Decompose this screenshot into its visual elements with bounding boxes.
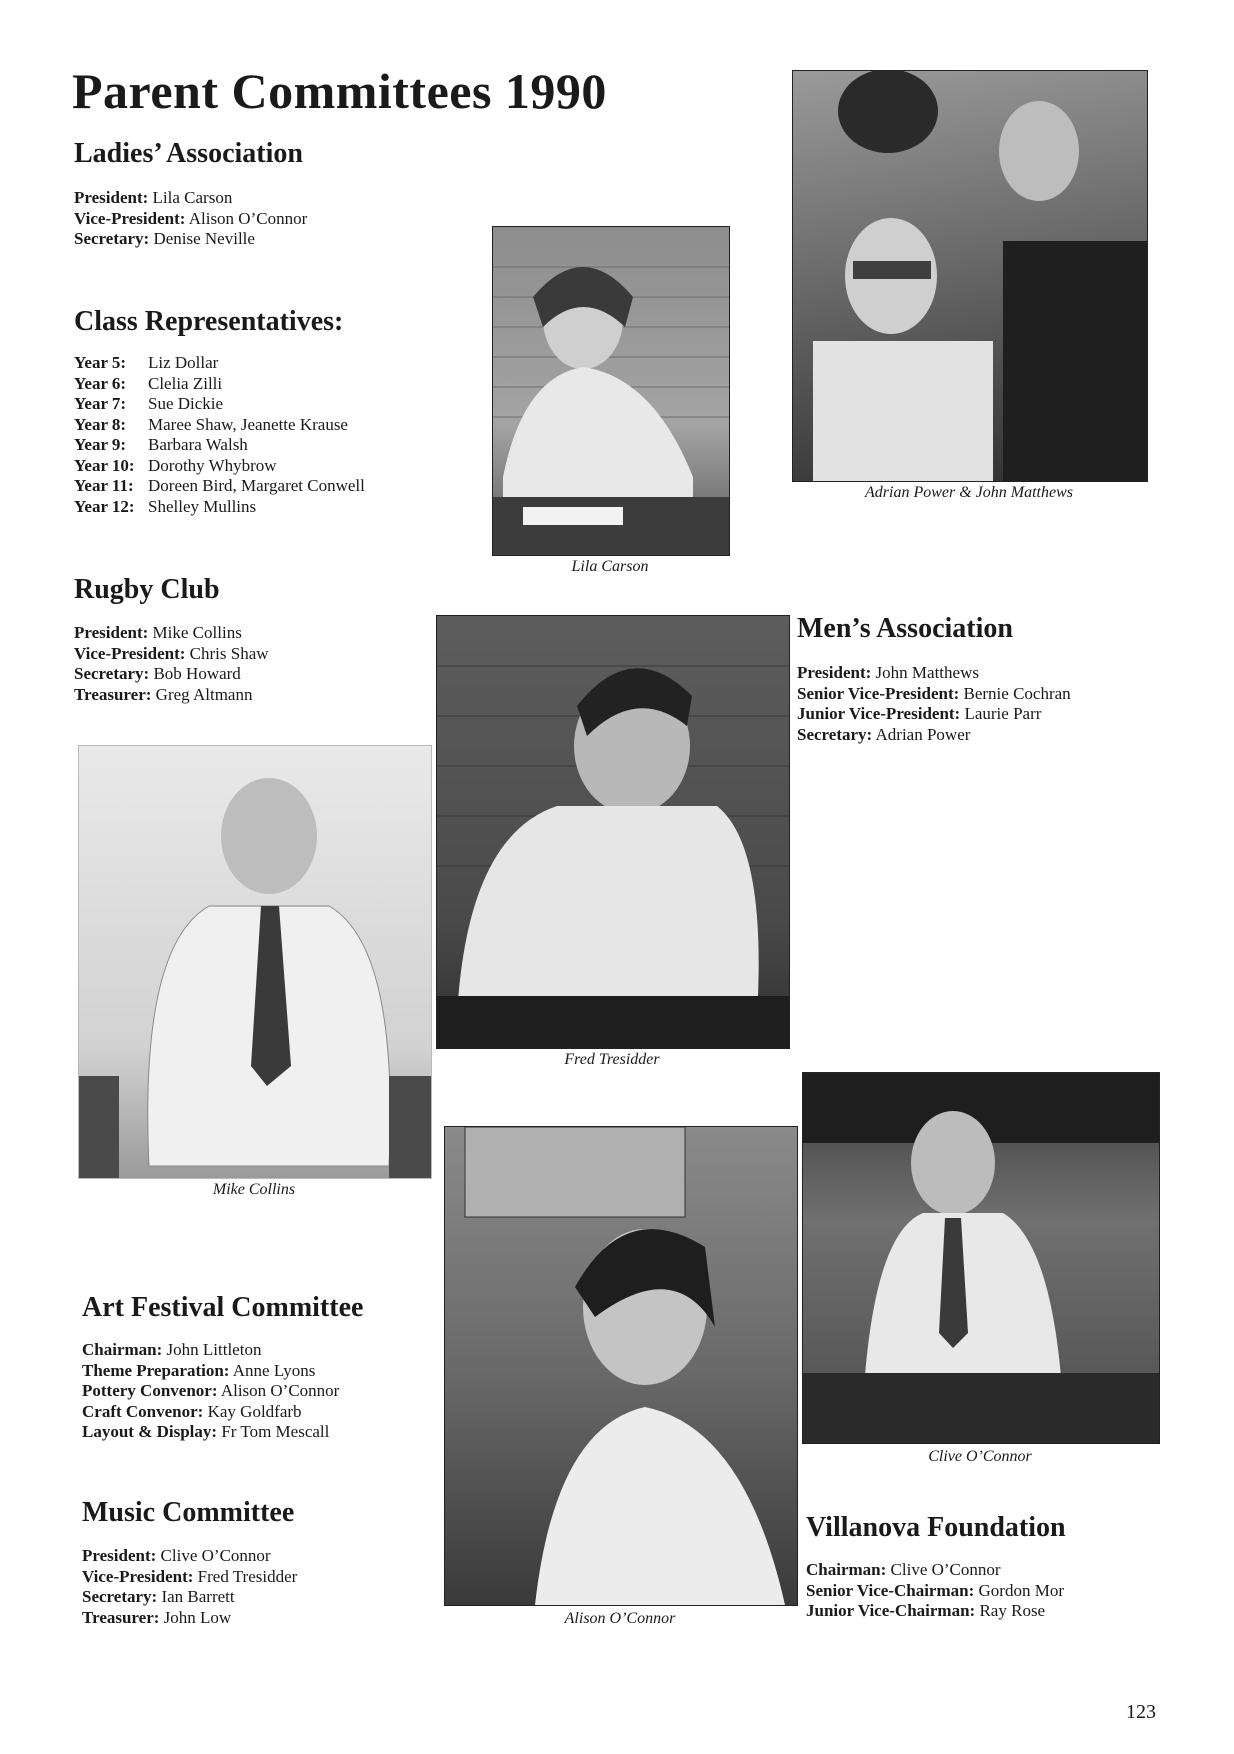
rep-names: Barbara Walsh [148,435,248,454]
role-label: Secretary: [74,664,150,683]
role-label: Craft Convenor: [82,1401,204,1421]
villanova-row [806,1560,1064,1581]
photo-figures [79,746,431,1178]
role-label: Vice-President: [82,1566,194,1586]
rep-names: Clelia Zilli [148,373,223,393]
role-label: Secretary: [74,229,150,248]
music-row [82,1587,297,1608]
ladies-association-list [74,188,307,250]
rep-names: Dorothy Whybrow [148,455,277,475]
music-committee-heading: Music Committee [82,1497,295,1528]
role-label: President: [82,1546,157,1565]
role-label: Pottery Convenor: [82,1381,218,1400]
rep-names: Liz Dollar [148,353,219,372]
member-name: John Matthews [875,663,979,682]
member-name: Clive O’Connor [890,1560,1001,1579]
role-label: Chairman: [82,1340,163,1359]
photo-figures [793,71,1147,481]
member-name: Anne Lyons [232,1360,316,1380]
member-name: Fred Tresidder [197,1566,298,1586]
role-label: Chairman: [806,1560,887,1579]
rugby-row [74,685,269,706]
year-label: Year 8: [74,414,127,434]
member-name: Greg Altmann [155,684,253,704]
page-number: 123 [1126,1701,1156,1723]
role-label: President: [74,188,149,207]
rugby-club-list [74,623,269,705]
mens-row [797,684,1071,705]
rep-names: Shelley Mullins [148,496,257,516]
caption-lila-carson: Lila Carson [571,558,649,575]
art-row [82,1402,339,1423]
class-rep-row [74,476,365,497]
year-label: Year 7: [74,394,127,413]
year-label: Year 10: [74,455,135,475]
villanova-foundation-heading: Villanova Foundation [806,1512,1066,1543]
member-name: John Low [163,1607,232,1627]
member-name: John Littleton [166,1340,262,1359]
rep-names: Doreen Bird, Margaret Conwell [148,476,365,495]
mens-association-list [797,663,1071,745]
role-label: President: [74,623,149,642]
photo-lila-carson [492,226,730,556]
role-label: Junior Vice-Chairman: [806,1601,976,1620]
photo-figures [437,616,789,1048]
rugby-row [74,623,269,644]
ladies-association-heading: Ladies’ Association [74,138,303,169]
member-name: Mike Collins [152,623,242,642]
member-name: Bernie Cochran [963,683,1071,703]
photo-mike-collins [78,745,432,1179]
year-label: Year 12: [74,496,135,516]
art-festival-heading: Art Festival Committee [82,1292,364,1323]
role-label: Vice-President: [74,643,186,663]
member-name: Alison O’Connor [220,1381,340,1400]
class-representatives-list [74,353,365,517]
art-row [82,1422,339,1443]
music-committee-list [82,1546,297,1628]
rep-names: Maree Shaw, Jeanette Krause [148,414,348,434]
photo-fred-tresidder [436,615,790,1049]
role-label: Theme Preparation: [82,1360,230,1380]
caption-adrian-power-john-matthews: Adrian Power & John Matthews [865,484,1073,501]
year-label: Year 9: [74,435,127,454]
photo-figures [803,1073,1159,1443]
page-title: Parent Committees 1990 [72,63,607,119]
role-label: President: [797,663,872,682]
year-label: Year 6: [74,373,127,393]
mens-row [797,663,1071,684]
villanova-row [806,1581,1064,1602]
photo-figures [493,227,729,555]
member-name: Ian Barrett [161,1587,235,1606]
member-name: Denise Neville [153,229,255,248]
class-rep-row [74,435,365,456]
music-row [82,1608,297,1629]
rugby-row [74,664,269,685]
photo-clive-oconnor [802,1072,1160,1444]
mens-row [797,725,1071,746]
mens-association-heading: Men’s Association [797,613,1013,644]
role-label: Layout & Display: [82,1422,218,1441]
member-name: Gordon Mor [978,1580,1064,1600]
member-name: Clive O’Connor [160,1546,271,1565]
art-festival-list [82,1340,339,1443]
rugby-club-heading: Rugby Club [74,574,220,605]
role-label: Vice-President: [74,208,186,228]
member-name: Adrian Power [875,724,971,744]
class-rep-row [74,415,365,436]
class-rep-row [74,394,365,415]
caption-clive-oconnor: Clive O’Connor [928,1448,1032,1465]
year-label: Year 5: [74,353,127,372]
music-row [82,1567,297,1588]
rugby-row [74,644,269,665]
member-name: Alison O’Connor [188,208,308,228]
villanova-row [806,1601,1064,1622]
role-label: Secretary: [797,724,873,744]
class-rep-row [74,353,365,374]
member-name: Ray Rose [979,1601,1046,1620]
caption-mike-collins: Mike Collins [212,1181,296,1198]
role-label: Treasurer: [82,1607,160,1627]
photo-alison-oconnor [444,1126,798,1606]
class-rep-row [74,497,365,518]
photo-figures [445,1127,797,1605]
ladies-row-president [74,188,307,209]
role-label: Junior Vice-President: [797,704,961,723]
art-row [82,1381,339,1402]
member-name: Laurie Parr [964,704,1042,723]
class-representatives-heading: Class Representatives: [74,306,344,337]
caption-alison-oconnor: Alison O’Connor [564,1610,676,1627]
role-label: Senior Vice-President: [797,683,960,703]
member-name: Chris Shaw [189,643,269,663]
photo-adrian-power-john-matthews [792,70,1148,482]
role-label: Secretary: [82,1587,158,1606]
role-label: Treasurer: [74,684,152,704]
role-label: Senior Vice-Chairman: [806,1580,975,1600]
class-rep-row [74,456,365,477]
rep-names: Sue Dickie [148,394,224,413]
mens-row [797,704,1071,725]
member-name: Lila Carson [152,188,233,207]
class-rep-row [74,374,365,395]
year-label: Year 11: [74,476,134,495]
art-row [82,1340,339,1361]
ladies-row-secretary [74,229,307,250]
music-row [82,1546,297,1567]
villanova-foundation-list [806,1560,1064,1622]
member-name: Bob Howard [153,664,241,683]
member-name: Kay Goldfarb [207,1401,302,1421]
art-row [82,1361,339,1382]
ladies-row-vice-president [74,209,307,230]
member-name: Fr Tom Mescall [221,1422,330,1441]
caption-fred-tresidder: Fred Tresidder [564,1051,660,1068]
